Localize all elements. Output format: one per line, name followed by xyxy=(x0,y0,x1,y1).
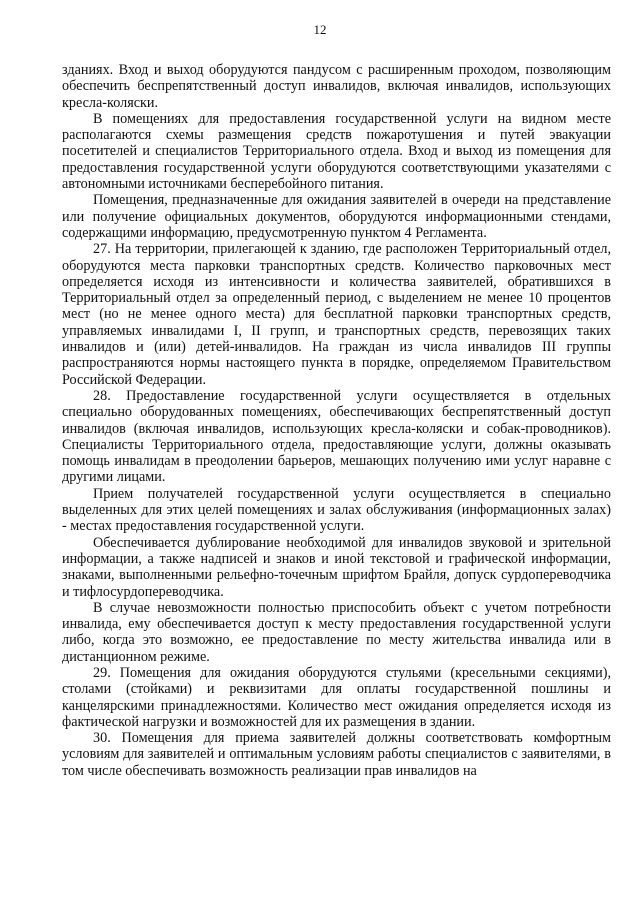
paragraph: Прием получателей государственной услуги осуществляется в специально выделенных для этих целей помещениях и залах обслуживания (информационных залах) - местах предоставления государственной услуги. xyxy=(62,485,611,535)
paragraph: В случае невозможности полностью приспособить объект с учетом потребности инвалида, ему обеспечивается доступ к месту предоставления государственной услуги либо, когда это возможно, ее предоставление по месту жительства инвалида или в дистанционном режиме. xyxy=(62,599,611,665)
paragraph: 30. Помещения для приема заявителей должны соответствовать комфортным условиям для заявителей и оптимальным условиям работы специалистов с заявителями, в том числе обеспечивать возможность реализации прав инвалидов на xyxy=(62,730,611,779)
paragraph: 27. На территории, прилегающей к зданию, где расположен Территориальный отдел, оборудуются места парковки транспортных средств. Количество парковочных мест определяется исходя из интенсивности и количества заявителей, обратившихся в Территориальный отдел за определенный период, с выделением не менее 10 процентов мест (но не менее одного места) для бесплатной парковки транспортных средств, управляемых инвалидами I, II групп, и транспортных средств, перевозящих таких инвалидов и (или) детей-инвалидов. На граждан из числа инвалидов III группы распространяются нормы настоящего пункта в порядке, определяемом Правительством Российской Федерации. xyxy=(62,241,611,388)
paragraph: 29. Помещения для ожидания оборудуются стульями (кресельными секциями), столами (стойками) и реквизитами для оплаты государственной пошлины и канцелярскими принадлежностями. Количество мест ожидания определяется исходя из фактической нагрузки и возможностей для их размещения в здании. xyxy=(62,664,611,730)
paragraph: В помещениях для предоставления государственной услуги на видном месте располагаются схемы размещения средств пожаротушения и путей эвакуации посетителей и специалистов Территориального отдела. Вход и выход из помещения для предоставления государственной услуги оборудуются соответствующими указателями с автономными источниками бесперебойного питания. xyxy=(62,110,611,193)
page-number: 12 xyxy=(313,22,327,37)
paragraph: Обеспечивается дублирование необходимой для инвалидов звуковой и зрительной информации, а также надписей и знаков и иной текстовой и графической информации, знаками, выполненными рельефно-точечным шрифтом Брайля, допуск сурдопереводчика и тифлосурдопереводчика. xyxy=(62,534,611,600)
paragraph: Помещения, предназначенные для ожидания заявителей в очереди на представление или получение официальных документов, оборудуются информационными стендами, содержащими информацию, предусмотренную пунктом 4 Регламента. xyxy=(62,192,611,241)
paragraph: 28. Предоставление государственной услуги осуществляется в отдельных специально оборудованных помещениях, обеспечивающих беспрепятственный доступ инвалидов (включая инвалидов, использующих кресла-коляски и собак-проводников). Специалисты Территориального отдела, предоставляющие услуги, должны оказывать помощь инвалидам в преодолении барьеров, мешающих получению ими услуг наравне с другими лицами. xyxy=(62,387,611,486)
document-body xyxy=(62,62,611,779)
paragraph: зданиях. Вход и выход оборудуются пандусом с расширенным проходом, позволяющим обеспечить беспрепятственный доступ инвалидов, включая инвалидов, использующих кресла-коляски. xyxy=(62,62,611,111)
